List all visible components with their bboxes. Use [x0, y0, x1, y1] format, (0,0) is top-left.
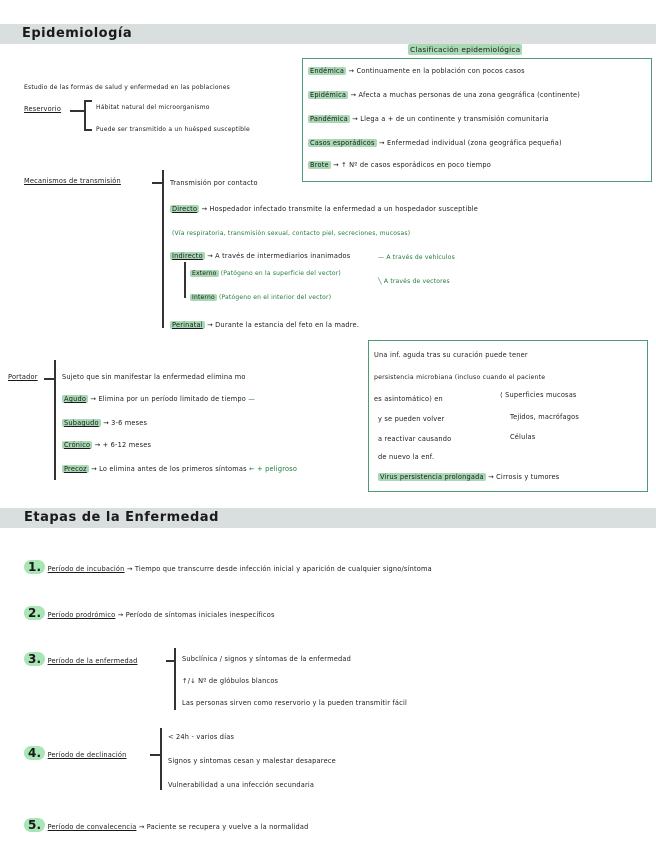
stage-number: 5.: [24, 818, 45, 832]
stage-number: 1.: [24, 560, 45, 574]
term: Casos esporádicos: [310, 139, 375, 147]
stage-term: Período de convalecencia: [47, 823, 137, 831]
stage-2: 2. Período prodrómico → Período de síntomas iniciales inespecíficos: [24, 608, 275, 621]
clasificacion-item-epidemica: Epidémica → Afecta a muchas personas de una zona geográfica (continente): [310, 91, 581, 99]
stage-3-item-3: Las personas sirven como reservorio y la pueden transmitir fácil: [182, 699, 408, 707]
portador-desc: Sujeto que sin manifestar la enfermedad elimina mo: [62, 373, 246, 381]
stage-term: Período de declinación: [47, 751, 127, 759]
persistencia-line-3: es asintomático) en: [374, 395, 443, 403]
stage-5: 5. Período de convalecencia → Paciente se recupera y vuelve a la normalidad: [24, 820, 309, 833]
portador-cronico: Crónico → + 6-12 meses: [64, 441, 152, 449]
stage-4-item-2: Signos y síntomas cesan y malestar desaparece: [168, 757, 336, 765]
virus-term: Virus persistencia prolongada: [380, 473, 484, 481]
note-text: + peligroso: [257, 465, 298, 473]
etapas-title: Etapas de la Enfermedad: [24, 510, 219, 525]
stage-3-link: [166, 660, 174, 662]
stage-number: 4.: [24, 746, 45, 760]
clasificacion-item-esporadicos: Casos esporádicos → Enfermedad individual (zona geográfica pequeña): [310, 139, 562, 147]
stage-3-bracket: [174, 648, 176, 710]
term: Indirecto: [172, 252, 203, 260]
sitio-1-text: Superficies mucosas: [505, 391, 577, 399]
reservorio-link: [70, 110, 84, 112]
sitio-2: Tejidos, macrófagos: [510, 413, 579, 421]
term: Epidémica: [310, 91, 347, 99]
stage-desc: Paciente se recupera y vuelve a la normalidad: [146, 823, 309, 831]
term: Pandémica: [310, 115, 348, 123]
reactivar-3: de nuevo la enf.: [378, 453, 435, 461]
stage-term: Período prodrómico: [47, 611, 116, 619]
vectores-text: ╲ A través de vectores: [378, 278, 450, 285]
stage-desc: Período de síntomas iniciales inespecíficos: [125, 611, 275, 619]
stage-4: [24, 748, 126, 761]
portador-precoz: Precoz → Lo elimina antes de los primeros síntomas ← + peligroso: [64, 465, 298, 473]
stage-1: 1. Período de incubación → Tiempo que transcurre desde infección inicial y aparición de cualquier signo/síntoma: [24, 562, 432, 575]
portador-subagudo: Subagudo → 3-6 meses: [64, 419, 148, 427]
desc: Durante la estancia del feto en la madre.: [215, 321, 360, 329]
reactivar-2: a reactivar causando: [378, 435, 452, 443]
via-text: (Vía respiratoria, transmisión sexual, contacto piel, secreciones, mucosas): [172, 230, 411, 237]
stage-number: 3.: [24, 652, 45, 666]
virus-result: Cirrosis y tumores: [496, 473, 560, 481]
interno-row: [190, 292, 331, 303]
note: ← + peligroso: [249, 465, 298, 473]
mecanismos-link: [152, 182, 162, 184]
desc: Lo elimina antes de los primeros síntomas: [99, 465, 247, 473]
vehiculos-text: — A través de vehículos: [378, 254, 455, 261]
reservorio-bracket: [84, 100, 86, 130]
vectores-label: A través de vectores: [383, 278, 450, 285]
stage-term: Período de incubación: [47, 565, 125, 573]
reservorio-item-2: Puede ser transmitido a un huésped susceptible: [96, 126, 250, 133]
virus-row: Virus persistencia prolongada → Cirrosis y tumores: [380, 473, 560, 481]
stage-term: Período de la enfermedad: [47, 657, 138, 665]
contacto-text: Transmisión por contacto: [170, 179, 258, 187]
portador-label: Portador: [8, 373, 38, 381]
desc: Enfermedad individual (zona geográfica pequeña): [386, 139, 562, 147]
desc: Continuamente en la población con pocos casos: [356, 67, 525, 75]
estudio-text: Estudio de las formas de salud y enfermedad en las poblaciones: [24, 84, 230, 91]
desc: A través de intermediarios inanimados: [215, 252, 351, 260]
desc: Elimina por un período limitado de tiempo: [98, 395, 246, 403]
term: Perinatal: [172, 321, 203, 329]
term: Interno: [192, 294, 215, 301]
stage-3: [24, 654, 138, 667]
reservorio-tick-1: [84, 100, 92, 102]
desc: 3-6 meses: [111, 419, 148, 427]
stage-number: 2.: [24, 606, 45, 620]
portador-bracket: [54, 360, 56, 480]
reservorio-item-1: Hábitat natural del microorganismo: [96, 104, 210, 111]
stage-3-item-1: Subclínica / signos y síntomas de la enfermedad: [182, 655, 351, 663]
stage-4-link: [150, 754, 160, 756]
clasificacion-title: Clasificación epidemiológica: [410, 45, 521, 54]
desc: Afecta a muchas personas de una zona geográfica (continente): [358, 91, 581, 99]
externo-row: [190, 268, 341, 279]
sitio-3: Células: [510, 433, 536, 441]
term: Externo: [192, 270, 217, 277]
stage-4-item-1: < 24h - varios días: [168, 733, 235, 741]
indirecto-row: Indirecto → A través de intermediarios inanimados: [172, 252, 351, 260]
term: Precoz: [64, 465, 87, 473]
persistencia-line-2: persistencia microbiana (incluso cuando el paciente: [374, 374, 546, 381]
stage-3-item-2: ↑/↓ Nº de glóbulos blancos: [182, 677, 279, 685]
term: Subagudo: [64, 419, 99, 427]
desc: Llega a + de un continente y transmisión comunitaria: [360, 115, 549, 123]
clasificacion-item-pandemica: Pandémica → Llega a + de un continente y transmisión comunitaria: [310, 115, 549, 123]
indirecto-bracket: [184, 262, 186, 298]
persistencia-line-1: Una inf. aguda tras su curación puede tener: [374, 351, 528, 359]
mecanismos-bracket: [162, 170, 164, 328]
clasificacion-item-endemica: Endémica → Continuamente en la población con pocos casos: [310, 67, 525, 75]
reactivar-1: y se pueden volver: [378, 415, 445, 423]
mecanismos-label: Mecanismos de transmisión: [24, 177, 121, 185]
desc: + 6-12 meses: [102, 441, 152, 449]
portador-link: [44, 378, 54, 380]
desc: (Patógeno en el interior del vector): [218, 294, 332, 301]
clasificacion-item-brote: Brote → ↑ Nº de casos esporádicos en poco tiempo: [310, 161, 491, 169]
sitio-1: ⟨ Superficies mucosas: [500, 391, 577, 399]
directo-row: Directo → Hospedador infectado transmite la enfermedad a un hospedador susceptible: [172, 205, 479, 213]
desc: (Patógeno en la superficie del vector): [220, 270, 341, 277]
desc: Hospedador infectado transmite la enfermedad a un hospedador susceptible: [209, 205, 479, 213]
page-title: Epidemiología: [22, 26, 133, 41]
stage-desc: Tiempo que transcurre desde infección inicial y aparición de cualquier signo/síntoma: [134, 565, 432, 573]
term: Directo: [172, 205, 198, 213]
perinatal-row: Perinatal → Durante la estancia del feto en la madre.: [172, 321, 360, 329]
term: Crónico: [64, 441, 91, 449]
term: Agudo: [64, 395, 87, 403]
term: Brote: [310, 161, 329, 169]
reservorio-tick-2: [84, 129, 92, 131]
desc: ↑ Nº de casos esporádicos en poco tiempo: [341, 161, 491, 169]
portador-agudo: Agudo → Elimina por un período limitado de tiempo —: [64, 395, 256, 403]
vehiculos-label: A través de vehículos: [386, 254, 455, 261]
stage-4-item-3: Vulnerabilidad a una infección secundaria: [168, 781, 315, 789]
stage-4-bracket: [160, 728, 162, 790]
term: Endémica: [310, 67, 345, 75]
reservorio-label: Reservorio: [24, 105, 62, 113]
